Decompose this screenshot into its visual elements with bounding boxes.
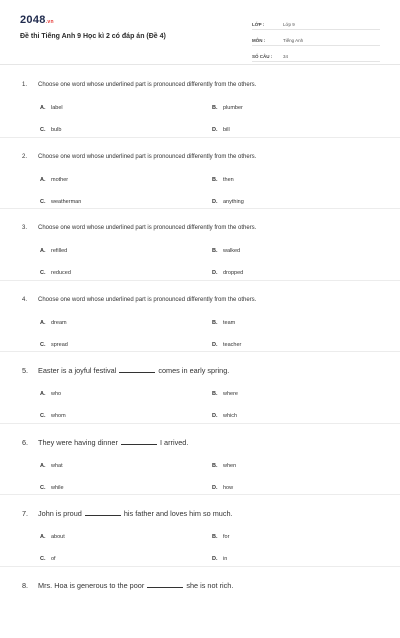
logo-text: 2048 xyxy=(20,14,46,26)
option-text: what xyxy=(51,463,63,469)
question-prompt-after: she is not rich. xyxy=(186,581,233,590)
answer-blank xyxy=(119,367,155,373)
option-text: where xyxy=(223,391,238,397)
exam-title: Đề thi Tiếng Anh 9 Học kì 2 có đáp án (Đề 4) xyxy=(20,33,166,40)
question-prompt: Choose one word whose underlined part is pronounced differently from the others. xyxy=(38,82,256,88)
option-c[interactable] xyxy=(40,127,61,133)
option-letter: C. xyxy=(40,413,51,419)
option-letter: C. xyxy=(40,342,51,348)
question-item xyxy=(0,424,400,496)
option-c[interactable] xyxy=(40,342,68,348)
question-item xyxy=(0,138,400,210)
option-letter: B. xyxy=(212,320,223,326)
question-text xyxy=(22,154,256,160)
option-text: plumber xyxy=(223,105,243,111)
option-a[interactable] xyxy=(40,534,65,540)
question-text xyxy=(22,438,188,447)
question-text xyxy=(22,366,229,375)
option-letter: D. xyxy=(212,199,223,205)
option-letter: B. xyxy=(212,534,223,540)
option-letter: A. xyxy=(40,105,51,111)
question-prompt-before: Easter is a joyful festival xyxy=(38,366,116,375)
question-prompt-after: his father and loves him so much. xyxy=(124,509,233,518)
option-text: for xyxy=(223,534,229,540)
question-text xyxy=(22,225,256,231)
option-letter: A. xyxy=(40,177,51,183)
option-letter: A. xyxy=(40,391,51,397)
question-number: 1. xyxy=(22,82,38,88)
meta-row-subject xyxy=(252,32,380,46)
question-number: 8. xyxy=(22,581,38,590)
option-text: walked xyxy=(223,248,240,254)
option-letter: C. xyxy=(40,556,51,562)
option-c[interactable] xyxy=(40,485,64,491)
option-c[interactable] xyxy=(40,199,81,205)
meta-row-count xyxy=(252,48,380,62)
option-b[interactable] xyxy=(212,105,243,111)
option-letter: B. xyxy=(212,248,223,254)
option-letter: D. xyxy=(212,342,223,348)
answer-blank xyxy=(85,510,121,516)
option-letter: B. xyxy=(212,105,223,111)
question-prompt-after: comes in early spring. xyxy=(158,366,229,375)
option-a[interactable] xyxy=(40,105,63,111)
option-letter: B. xyxy=(212,463,223,469)
option-letter: C. xyxy=(40,270,51,276)
option-b[interactable] xyxy=(212,391,238,397)
question-number: 7. xyxy=(22,509,38,518)
option-letter: D. xyxy=(212,413,223,419)
option-text: label xyxy=(51,105,63,111)
question-number: 4. xyxy=(22,297,38,303)
exam-meta xyxy=(252,16,380,64)
option-d[interactable] xyxy=(212,127,230,133)
option-d[interactable] xyxy=(212,270,243,276)
option-b[interactable] xyxy=(212,177,234,183)
option-text: mother xyxy=(51,177,68,183)
option-b[interactable] xyxy=(212,463,236,469)
question-number: 5. xyxy=(22,366,38,375)
option-d[interactable] xyxy=(212,413,237,419)
question-number: 2. xyxy=(22,154,38,160)
site-logo[interactable] xyxy=(20,14,54,26)
question-number: 3. xyxy=(22,225,38,231)
question-prompt: Choose one word whose underlined part is pronounced differently from the others. xyxy=(38,225,256,231)
option-text: refilled xyxy=(51,248,67,254)
option-letter: D. xyxy=(212,485,223,491)
question-item xyxy=(0,567,400,638)
option-text: dream xyxy=(51,320,67,326)
question-item xyxy=(0,281,400,353)
answer-blank xyxy=(147,582,183,588)
question-item xyxy=(0,352,400,424)
option-text: which xyxy=(223,413,237,419)
option-a[interactable] xyxy=(40,320,67,326)
option-text: when xyxy=(223,463,236,469)
option-text: of xyxy=(51,556,56,562)
question-item xyxy=(0,495,400,567)
option-b[interactable] xyxy=(212,248,240,254)
option-c[interactable] xyxy=(40,270,71,276)
meta-value: Lớp 9 xyxy=(283,22,380,29)
meta-value: 34 xyxy=(283,54,380,61)
option-text: bill xyxy=(223,127,230,133)
option-b[interactable] xyxy=(212,534,229,540)
question-prompt: Choose one word whose underlined part is pronounced differently from the others. xyxy=(38,297,256,303)
question-number: 6. xyxy=(22,438,38,447)
option-d[interactable] xyxy=(212,199,244,205)
question-item xyxy=(0,209,400,281)
option-text: weatherman xyxy=(51,199,81,205)
option-text: teacher xyxy=(223,342,241,348)
option-a[interactable] xyxy=(40,391,61,397)
option-letter: B. xyxy=(212,177,223,183)
option-text: reduced xyxy=(51,270,71,276)
question-list xyxy=(0,66,400,638)
question-prompt-before: John is proud xyxy=(38,509,82,518)
option-text: while xyxy=(51,485,64,491)
option-letter: C. xyxy=(40,199,51,205)
option-a[interactable] xyxy=(40,177,68,183)
option-text: team xyxy=(223,320,235,326)
option-text: then xyxy=(223,177,234,183)
option-letter: A. xyxy=(40,463,51,469)
option-text: whom xyxy=(51,413,66,419)
header-divider xyxy=(0,64,400,65)
logo-suffix: .vn xyxy=(46,19,54,25)
exam-header xyxy=(0,0,400,66)
option-text: about xyxy=(51,534,65,540)
meta-row-class xyxy=(252,16,380,30)
option-letter: C. xyxy=(40,127,51,133)
meta-label: LỚP : xyxy=(252,22,283,29)
option-letter: B. xyxy=(212,391,223,397)
option-letter: A. xyxy=(40,534,51,540)
option-text: dropped xyxy=(223,270,243,276)
option-letter: D. xyxy=(212,556,223,562)
question-prompt-after: I arrived. xyxy=(160,438,188,447)
option-letter: D. xyxy=(212,127,223,133)
option-d[interactable] xyxy=(212,485,233,491)
option-letter: A. xyxy=(40,320,51,326)
question-item xyxy=(0,66,400,138)
question-prompt-before: They were having dinner xyxy=(38,438,118,447)
option-letter: A. xyxy=(40,248,51,254)
meta-label: SỐ CÂU : xyxy=(252,54,283,61)
answer-blank xyxy=(121,439,157,445)
option-text: how xyxy=(223,485,233,491)
option-text: bulb xyxy=(51,127,61,133)
question-prompt-before: Mrs. Hoa is generous to the poor xyxy=(38,581,144,590)
option-b[interactable] xyxy=(212,320,235,326)
option-letter: C. xyxy=(40,485,51,491)
option-d[interactable] xyxy=(212,342,241,348)
option-c[interactable] xyxy=(40,556,56,562)
question-text xyxy=(22,581,233,590)
option-a[interactable] xyxy=(40,463,63,469)
question-prompt: Choose one word whose underlined part is pronounced differently from the others. xyxy=(38,154,256,160)
question-text xyxy=(22,82,256,88)
option-text: anything xyxy=(223,199,244,205)
option-text: who xyxy=(51,391,61,397)
option-a[interactable] xyxy=(40,248,67,254)
option-letter: D. xyxy=(212,270,223,276)
option-text: in xyxy=(223,556,227,562)
meta-label: MÔN : xyxy=(252,38,283,45)
option-d[interactable] xyxy=(212,556,227,562)
option-text: spread xyxy=(51,342,68,348)
question-text xyxy=(22,297,256,303)
option-c[interactable] xyxy=(40,413,66,419)
meta-value: Tiếng Anh xyxy=(283,38,380,45)
question-text xyxy=(22,509,233,518)
